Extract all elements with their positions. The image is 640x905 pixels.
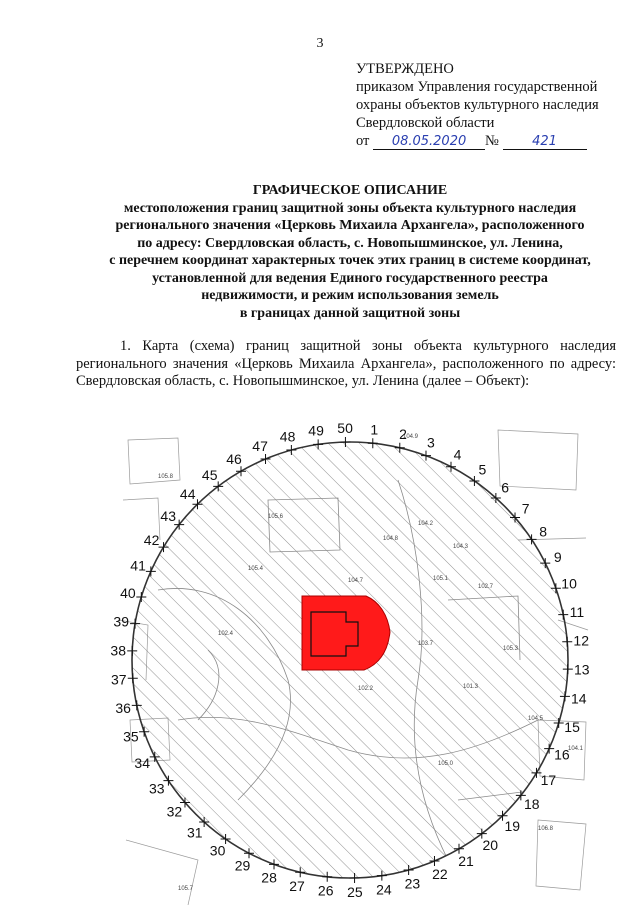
boundary-point-label: 34 (134, 755, 150, 772)
boundary-point-label: 45 (201, 467, 218, 484)
map-svg (110, 420, 590, 905)
elevation-mark: 105.8 (158, 474, 174, 480)
boundary-point-label: 2 (399, 426, 407, 443)
elevation-mark: 104.1 (568, 746, 584, 752)
boundary-point-label: 11 (569, 603, 585, 620)
title-line: местоположения границ защитной зоны объекта культурного наследия (123, 200, 577, 216)
boundary-point-label: 1 (370, 421, 379, 438)
boundary-point-label: 5 (478, 461, 487, 478)
boundary-point-label: 8 (539, 523, 548, 540)
boundary-point-label: 18 (524, 796, 540, 813)
boundary-point-label: 15 (564, 719, 580, 736)
order-number: 421 (503, 134, 587, 150)
title-line: ГРАФИЧЕСКОЕ ОПИСАНИЕ (252, 183, 448, 198)
boundary-point-label: 23 (404, 875, 421, 892)
boundary-point-label: 25 (347, 883, 363, 900)
boundary-point-label: 21 (458, 852, 474, 869)
elevation-mark: 101.3 (463, 684, 479, 690)
boundary-point-label: 12 (573, 632, 589, 649)
page-number: 3 (316, 36, 324, 51)
elevation-mark: 106.8 (538, 826, 554, 832)
order-date: 08.05.2020 (373, 134, 485, 150)
boundary-point-label: 26 (317, 882, 334, 899)
boundary-point-label: 46 (226, 451, 242, 468)
boundary-point-label: 6 (501, 479, 510, 496)
title-line: регионального значения «Церковь Михаила Архангела», расположенного (115, 218, 585, 233)
elevation-mark: 102.7 (478, 584, 494, 590)
elevation-mark: 104.7 (348, 578, 364, 584)
boundary-point-label: 28 (261, 869, 277, 886)
elevation-mark: 102.2 (358, 686, 374, 692)
map-description-paragraph (76, 338, 616, 391)
boundary-point-label: 37 (111, 671, 127, 688)
boundary-map (110, 420, 590, 905)
boundary-point-label: 48 (279, 428, 296, 445)
title-line: недвижимости, и режим использования земель (201, 288, 499, 303)
boundary-point-label: 19 (504, 817, 521, 834)
boundary-point-label: 24 (376, 881, 392, 898)
boundary-point-label: 32 (166, 803, 183, 820)
boundary-point-label: 7 (521, 500, 530, 517)
boundary-point-label: 38 (110, 642, 126, 659)
boundary-point-label: 40 (120, 584, 136, 601)
from-label: от (356, 133, 370, 149)
title-line: в границах данной защитной зоны (239, 305, 461, 321)
boundary-point-label: 9 (553, 548, 562, 565)
boundary-point-label: 22 (432, 865, 448, 882)
elevation-mark: 103.7 (418, 641, 434, 647)
number-label: № (485, 133, 499, 149)
boundary-point-label: 17 (540, 772, 557, 789)
elevation-mark: 105.6 (268, 514, 284, 520)
approval-line-3: Свердловской области (356, 115, 495, 131)
boundary-point-label: 47 (252, 438, 268, 455)
cultural-heritage-object (302, 596, 390, 670)
title-line: по адресу: Свердловская область, с. Новопышминское, ул. Ленина, (137, 235, 563, 251)
boundary-point-label: 42 (143, 531, 160, 548)
boundary-point-label: 43 (160, 507, 176, 524)
boundary-point-label: 20 (482, 836, 499, 853)
boundary-point-label: 41 (130, 557, 146, 574)
elevation-mark: 104.8 (383, 536, 399, 542)
boundary-point-label: 13 (574, 661, 590, 678)
boundary-point-label: 27 (289, 877, 305, 894)
boundary-point-label: 30 (209, 842, 226, 859)
boundary-point-label: 10 (561, 575, 577, 592)
boundary-point-label: 49 (308, 422, 324, 439)
paragraph-text: 1. Карта (схема) границ защитной зоны объекта культурного наследия регионального значения «Церковь Михаила Архангела», расположенного по адресу: Свердловская область, с. Новопышминское, ул. Ленина (далее – Объект): (76, 338, 616, 389)
boundary-point-label: 33 (149, 780, 165, 797)
boundary-point-label: 3 (427, 434, 435, 451)
approval-line-2: охраны объектов культурного наследия (356, 97, 599, 113)
boundary-point-label: 36 (115, 700, 131, 717)
boundary-point-label: 16 (554, 746, 570, 763)
elevation-mark: 105.3 (503, 646, 519, 652)
elevation-mark: 104.5 (528, 716, 544, 722)
approval-line-1: приказом Управления государственной (356, 79, 598, 95)
approval-heading: УТВЕРЖДЕНО (356, 61, 454, 77)
elevation-mark: 105.4 (248, 566, 264, 572)
elevation-mark: 104.9 (403, 434, 419, 440)
title-line: установленной для ведения Единого государственного реестра (152, 270, 548, 286)
elevation-mark: 105.7 (178, 886, 194, 892)
document-title (60, 182, 640, 322)
boundary-point-label: 14 (571, 690, 587, 707)
elevation-mark: 104.3 (453, 544, 469, 550)
elevation-mark: 105.1 (433, 576, 449, 582)
elevation-mark: 105.0 (438, 761, 454, 767)
elevation-mark: 102.4 (218, 631, 234, 637)
boundary-point-label: 29 (234, 857, 251, 874)
title-line: с перечнем координат характерных точек этих границ в системе координат, (109, 253, 591, 268)
boundary-point-label: 35 (123, 728, 139, 745)
boundary-point-label: 39 (113, 613, 129, 630)
approval-order-line (356, 132, 599, 150)
boundary-point-label: 4 (453, 446, 462, 463)
elevation-mark: 104.2 (418, 521, 434, 527)
boundary-point-label: 44 (179, 486, 196, 503)
boundary-point-label: 31 (187, 824, 203, 841)
boundary-point-label: 50 (337, 420, 353, 437)
approval-stamp (356, 60, 599, 150)
